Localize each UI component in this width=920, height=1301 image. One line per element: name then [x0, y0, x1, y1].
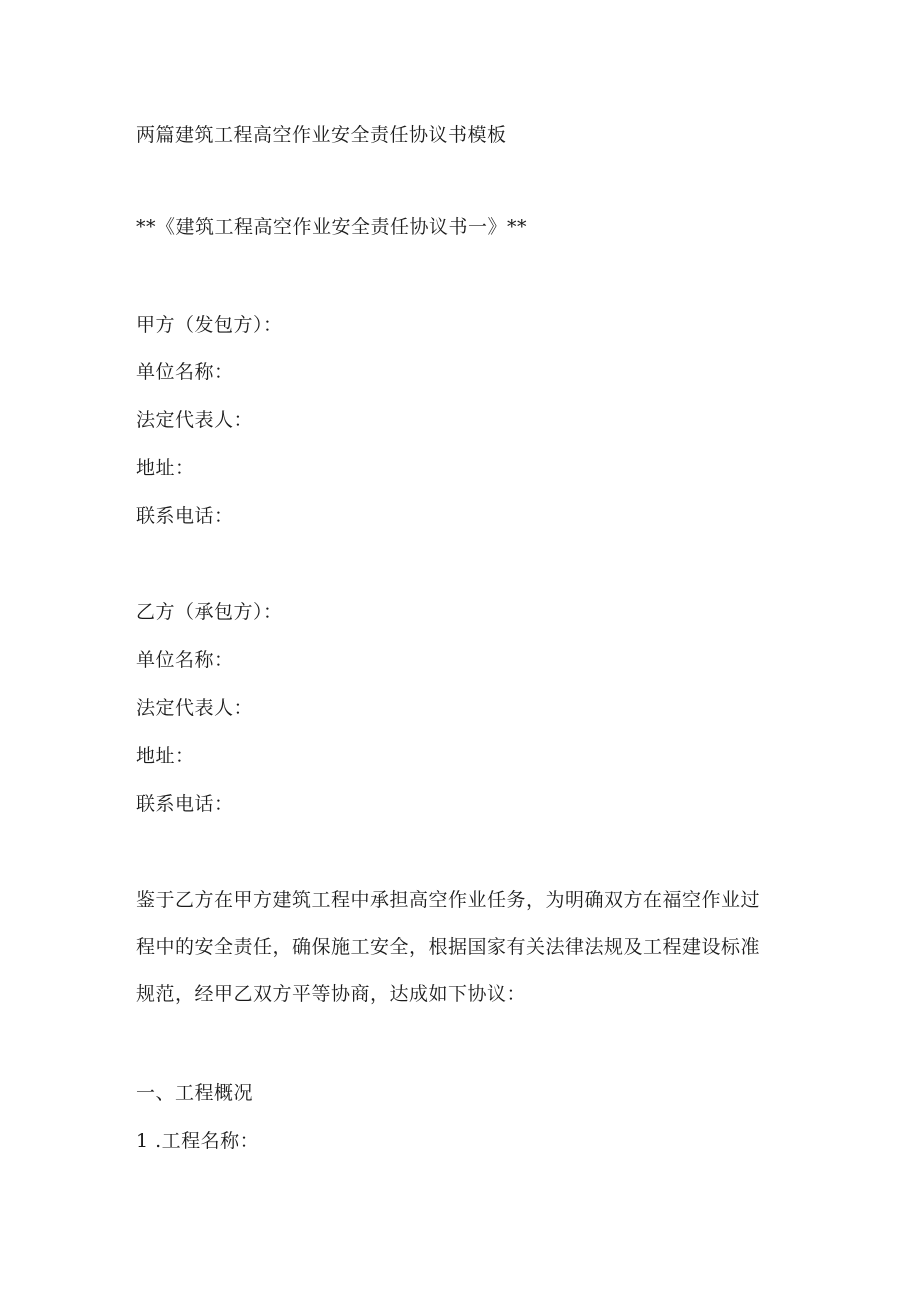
party-a-unit-name: 单位名称：	[136, 361, 234, 383]
section-1-heading: 一、工程概况	[136, 1082, 254, 1104]
preamble-paragraph	[136, 877, 776, 1018]
party-a-phone: 联系电话：	[136, 505, 234, 527]
party-b-address: 地址：	[136, 745, 195, 767]
party-b-unit-name: 单位名称：	[136, 649, 234, 671]
party-b-phone: 联系电话：	[136, 793, 234, 815]
party-a-heading: 甲方（发包方）：	[136, 314, 283, 336]
preamble-line: 规范，经甲乙双方平等协商，达成如下协议：	[136, 983, 527, 1005]
party-a-address: 地址：	[136, 457, 195, 479]
section-1-item-1: 1 .工程名称：	[136, 1130, 260, 1152]
party-b-legal-rep: 法定代表人：	[136, 697, 254, 719]
preamble-line: 鉴于乙方在甲方建筑工程中承担高空作业任务，为明确双方在福空作业过	[136, 889, 761, 911]
party-a-legal-rep: 法定代表人：	[136, 409, 254, 431]
party-b-heading: 乙方（承包方）：	[136, 601, 283, 623]
document-title: 两篇建筑工程高空作业安全责任协议书模板	[136, 124, 507, 146]
agreement-subtitle: **《建筑工程高空作业安全责任协议书一》**	[136, 216, 528, 238]
preamble-line: 程中的安全责任，确保施工安全，根据国家有关法律法规及工程建设标准	[136, 936, 761, 958]
